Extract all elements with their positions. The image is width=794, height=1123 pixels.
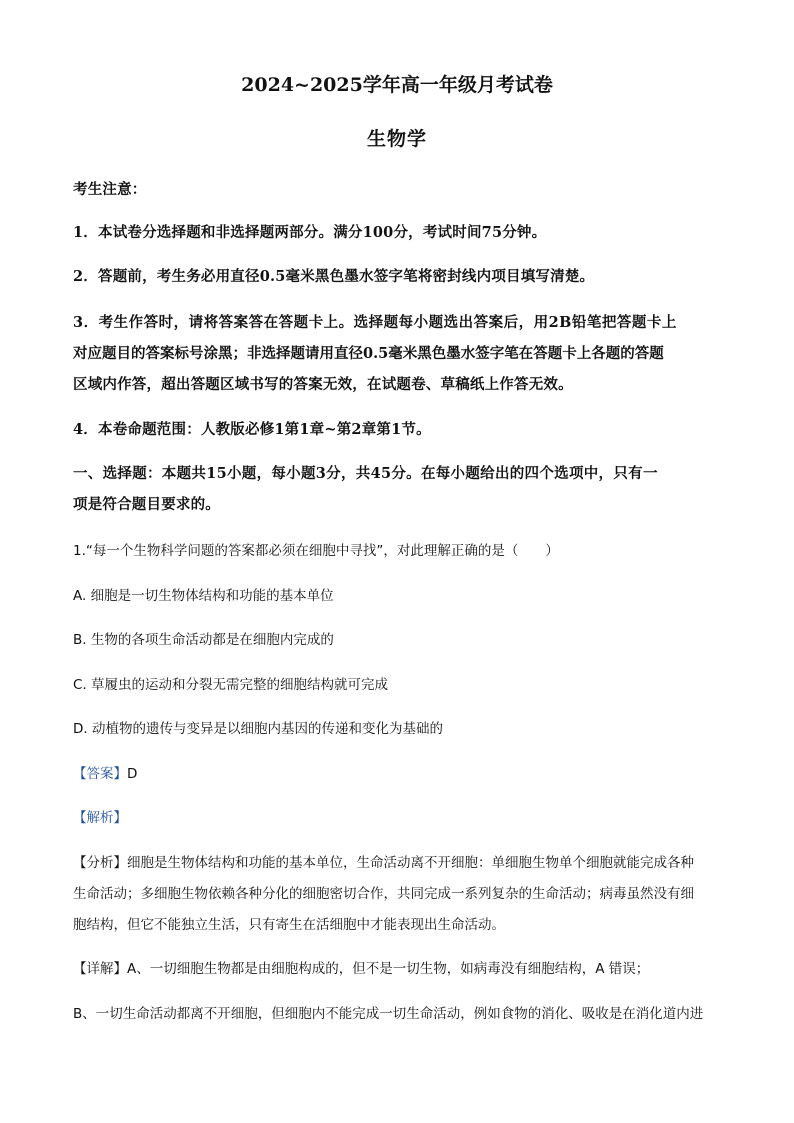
notice-item-1: 1．本试卷分选择题和非选择题两部分。满分100分，考试时间75分钟。 bbox=[73, 224, 547, 241]
analysis-line bbox=[73, 806, 127, 826]
notice-item-3-line1: 3．考生作答时，请将答案答在答题卡上。选择题每小题选出答案后，用2B铅笔把答题卡上 bbox=[73, 314, 677, 331]
notice-item-3-line2: 对应题目的答案标号涂黑；非选择题请用直径0.5毫米黑色墨水签字笔在答题卡上各题的答题 bbox=[73, 345, 664, 362]
question-1-option-c: C. 草履虫的运动和分裂无需完整的细胞结构就可完成 bbox=[73, 677, 389, 693]
section-heading-line2: 项是符合题目要求的。 bbox=[73, 496, 220, 513]
question-1-option-a: A. 细胞是一切生物体结构和功能的基本单位 bbox=[73, 588, 334, 604]
question-1-stem: 1.“每一个生物科学问题的答案都必须在细胞中寻找”，对此理解正确的是（ ） bbox=[73, 543, 559, 559]
fenxi-line-3: 胞结构，但它不能独立生活，只有寄生在活细胞中才能表现出生命活动。 bbox=[73, 917, 505, 933]
explanation-b-line: B、一切生命活动都离不开细胞，但细胞内不能完成一切生命活动，例如食物的消化、吸收是在消化道内进 bbox=[73, 1006, 704, 1022]
subject-title: 生物学 bbox=[366, 128, 427, 150]
notice-heading: 考生注意： bbox=[73, 181, 147, 198]
answer-tag: 【答案】 bbox=[73, 766, 127, 782]
notice-item-3-line3: 区域内作答，超出答题区域书写的答案无效，在试题卷、草稿纸上作答无效。 bbox=[73, 376, 573, 393]
notice-item-2: 2．答题前，考生务必用直径0.5毫米黑色墨水签字笔将密封线内项目填写清楚。 bbox=[73, 268, 595, 285]
fenxi-line-1 bbox=[73, 851, 694, 871]
xiangjie-text: A、一切细胞生物都是由细胞构成的，但不是一切生物，如病毒没有细胞结构，A 错误； bbox=[127, 961, 650, 977]
question-1-option-d: D. 动植物的遗传与变异是以细胞内基因的传递和变化为基础的 bbox=[73, 721, 443, 737]
answer-line bbox=[73, 762, 137, 782]
fenxi-line-2: 生命活动；多细胞生物依赖各种分化的细胞密切合作，共同完成一系列复杂的生命活动；病毒虽然没有细 bbox=[73, 886, 694, 902]
xiangjie-line bbox=[73, 957, 649, 977]
answer-value: D bbox=[127, 766, 138, 782]
question-1-option-b: B. 生物的各项生命活动都是在细胞内完成的 bbox=[73, 632, 334, 648]
analysis-tag: 【解析】 bbox=[73, 810, 127, 826]
fenxi-tag: 【分析】 bbox=[73, 855, 127, 871]
fenxi-text-1: 细胞是生物体结构和功能的基本单位，生命活动离不开细胞：单细胞生物单个细胞就能完成各种 bbox=[127, 855, 694, 871]
xiangjie-tag: 【详解】 bbox=[73, 961, 127, 977]
notice-item-4: 4．本卷命题范围：人教版必修1第1章~第2章第1节。 bbox=[73, 421, 431, 438]
exam-title: 2024~2025学年高一年级月考试卷 bbox=[241, 74, 553, 96]
section-heading-line1: 一、选择题：本题共15小题，每小题3分，共45分。在每小题给出的四个选项中，只有一 bbox=[73, 465, 658, 482]
